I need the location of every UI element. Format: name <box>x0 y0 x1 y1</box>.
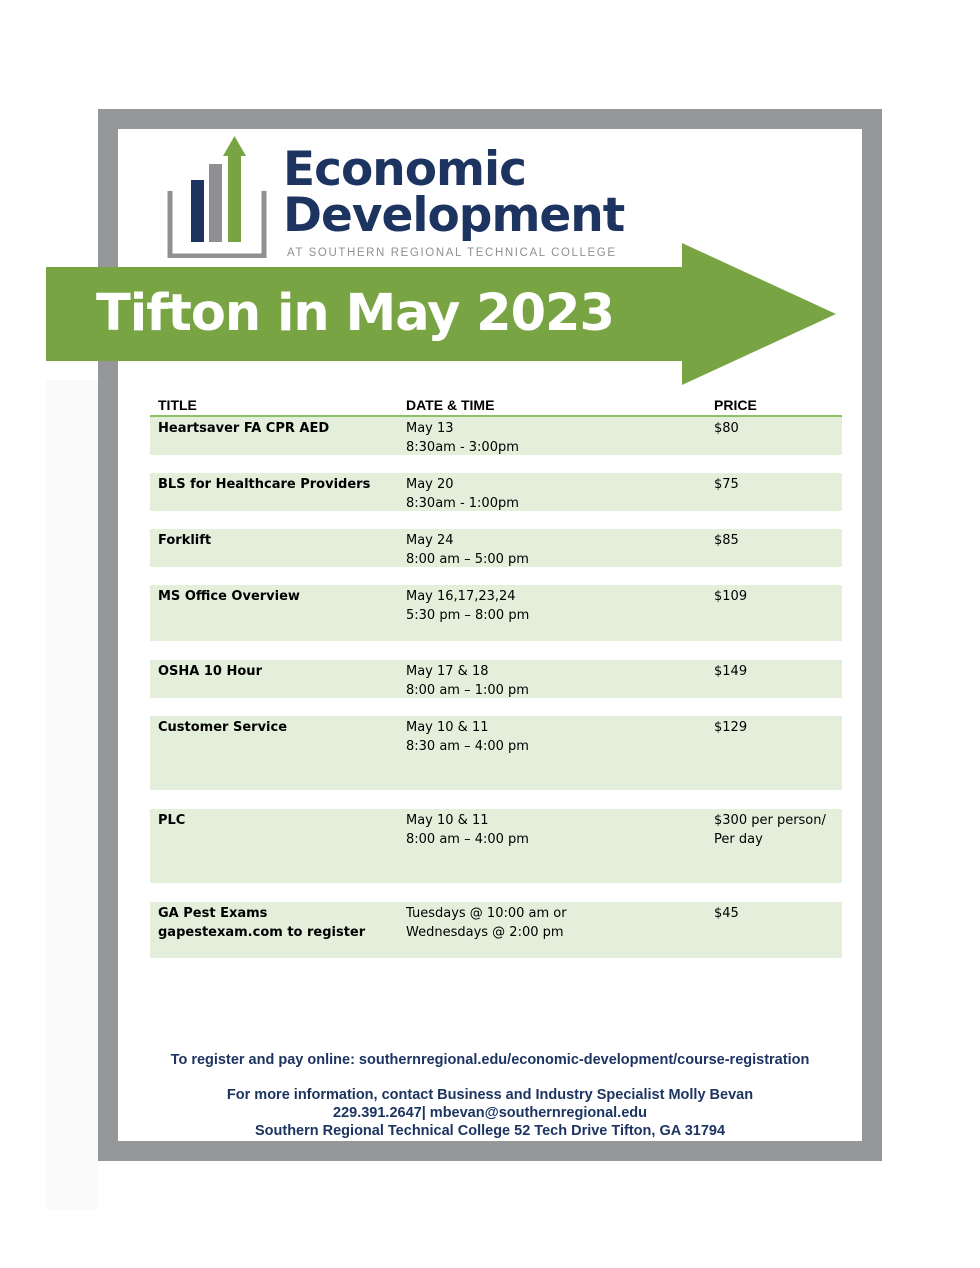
header-price: PRICE <box>714 397 757 413</box>
logo-subtitle: AT SOUTHERN REGIONAL TECHNICAL COLLEGE <box>287 247 617 259</box>
course-price-line: $45 <box>714 906 739 921</box>
course-date-time-line: 5:30 pm – 8:00 pm <box>406 608 530 623</box>
course-price-line: $85 <box>714 533 739 548</box>
course-price <box>714 811 839 849</box>
course-price <box>714 662 839 681</box>
course-price <box>714 531 839 550</box>
course-date-time-line: Tuesdays @ 10:00 am or <box>406 906 567 921</box>
course-price <box>714 475 839 494</box>
course-date-time <box>406 531 696 569</box>
course-title-line: OSHA 10 Hour <box>158 664 262 679</box>
logo-word-economic: Economic <box>283 142 526 197</box>
course-date-time-line: 8:30am - 3:00pm <box>406 440 519 455</box>
course-title <box>158 811 398 830</box>
table-row <box>150 417 842 455</box>
course-date-time-line: 8:00 am – 4:00 pm <box>406 832 529 847</box>
course-title <box>158 531 398 550</box>
table-row <box>150 902 842 958</box>
table-row <box>150 585 842 641</box>
table-header <box>150 396 842 417</box>
course-date-time-line: 8:00 am – 5:00 pm <box>406 552 529 567</box>
course-price-line: $80 <box>714 421 739 436</box>
bar-chart-logo-icon <box>167 136 267 258</box>
register-line: To register and pay online: southernregional.edu/economic-development/course-registration <box>170 1052 810 1068</box>
header-title: TITLE <box>158 397 197 413</box>
course-price <box>714 904 839 923</box>
logo-word-development: Development <box>283 188 625 243</box>
course-title-line: Heartsaver FA CPR AED <box>158 421 330 436</box>
course-title <box>158 587 398 606</box>
course-date-time-line: May 10 & 11 <box>406 720 489 735</box>
course-date-time-line: May 20 <box>406 477 454 492</box>
phone-email-line: 229.391.2647| mbevan@southernregional.edu <box>333 1105 647 1121</box>
course-price-line: $75 <box>714 477 739 492</box>
course-date-time-line: May 24 <box>406 533 454 548</box>
course-date-time-line: 8:00 am – 1:00 pm <box>406 683 529 698</box>
course-date-time-line: May 17 & 18 <box>406 664 489 679</box>
table-row <box>150 660 842 698</box>
course-price-line: Per day <box>714 832 763 847</box>
course-price <box>714 419 839 438</box>
course-title-line: gapestexam.com to register <box>158 925 366 940</box>
course-date-time-line: 8:30am - 1:00pm <box>406 496 519 511</box>
course-date-time-line: May 10 & 11 <box>406 813 489 828</box>
course-title-line: GA Pest Exams <box>158 906 268 921</box>
course-price-line: $129 <box>714 720 748 735</box>
course-date-time-line: May 13 <box>406 421 454 436</box>
course-date-time <box>406 662 696 700</box>
course-title <box>158 475 398 494</box>
table-row <box>150 529 842 567</box>
course-date-time-line: Wednesdays @ 2:00 pm <box>406 925 564 940</box>
course-title <box>158 718 398 737</box>
course-title-line: PLC <box>158 813 186 828</box>
table-row <box>150 716 842 790</box>
course-date-time <box>406 419 696 457</box>
course-date-time <box>406 718 696 756</box>
course-price <box>714 587 839 606</box>
course-date-time <box>406 811 696 849</box>
course-title-line: BLS for Healthcare Providers <box>158 477 371 492</box>
table-row <box>150 809 842 883</box>
contact-line: For more information, contact Business and Industry Specialist Molly Bevan <box>226 1087 754 1103</box>
course-date-time-line: 8:30 am – 4:00 pm <box>406 739 529 754</box>
course-date-time <box>406 475 696 513</box>
course-price-line: $109 <box>714 589 748 604</box>
course-title <box>158 904 398 942</box>
course-date-time <box>406 904 696 942</box>
course-price-line: $300 per person/ <box>714 813 826 828</box>
header-date-time: DATE & TIME <box>406 397 495 413</box>
course-table <box>150 396 842 940</box>
course-title-line: Forklift <box>158 533 212 548</box>
course-price-line: $149 <box>714 664 748 679</box>
table-row <box>150 473 842 511</box>
course-title-line: Customer Service <box>158 720 288 735</box>
course-title-line: MS Office Overview <box>158 589 300 604</box>
course-date-time-line: May 16,17,23,24 <box>406 589 516 604</box>
course-title <box>158 419 398 438</box>
address-line: Southern Regional Technical College 52 Tech Drive Tifton, GA 31794 <box>254 1123 726 1139</box>
frame-shadow <box>46 380 98 1210</box>
course-price <box>714 718 839 737</box>
course-title <box>158 662 398 681</box>
page-title: Tifton in May 2023 <box>96 284 615 343</box>
course-date-time <box>406 587 696 625</box>
